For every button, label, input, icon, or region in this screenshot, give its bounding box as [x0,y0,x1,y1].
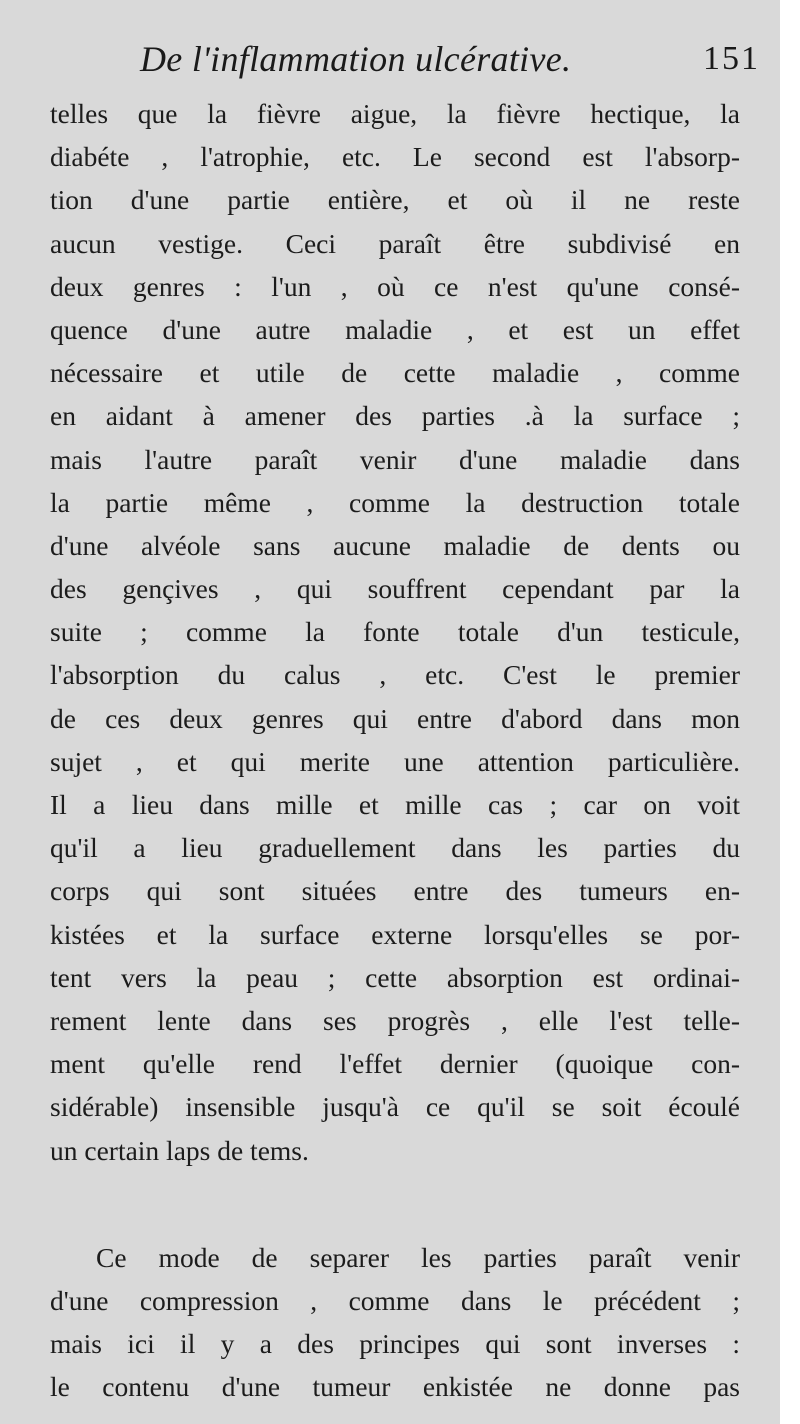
text-line: nécessaire et utile de cette maladie , comme [50,357,740,389]
text-line: qu'il a lieu graduellement dans les parties du [50,832,740,864]
text-line: suite ; comme la fonte totale d'un testicule, [50,616,740,648]
page-header [140,38,760,98]
text-line: aucun vestige. Ceci paraît être subdivisé en [50,227,740,259]
text-line: d'une alvéole sans aucune maladie de dents ou [50,529,740,561]
text-line: tent vers la peau ; cette absorption est ordinai- [50,961,740,993]
running-title: De l'inflammation ulcérative. [140,39,572,79]
text-line: tion d'une partie entière, et où il ne reste [50,184,740,216]
text-line: rement lente dans ses progrès , elle l'est telle- [50,1004,740,1036]
text-line: diabéte , l'atrophie, etc. Le second est l'absorp- [50,141,740,173]
text-line: ment qu'elle rend l'effet dernier (quoique con- [50,1048,740,1080]
page-number: 151 [703,40,760,77]
text-line: le contenu d'une tumeur enkistée ne donne pas [50,1371,740,1403]
text-line: sidérable) insensible jusqu'à ce qu'il se soit écoulé [50,1091,740,1123]
text-line: corps qui sont situées entre des tumeurs en- [50,875,740,907]
text-line: Il a lieu dans mille et mille cas ; car on voit [50,789,740,820]
text-line: en aidant à amener des parties .à la surface ; [50,400,740,432]
text-line: d'une compression , comme dans le précédent ; [50,1284,740,1316]
text-line: Ce mode de separer les parties paraît venir [96,1241,740,1273]
text-line: kistées et la surface externe lorsqu'elles se por- [50,918,740,950]
text-line: des gençives , qui souffrent cependant par la [50,573,740,605]
text-line: la partie même , comme la destruction totale [50,486,740,518]
text-line: telles que la fièvre aigue, la fièvre hectique, la [50,98,740,129]
paragraph-1 [50,92,740,1172]
text-line: quence d'une autre maladie , et est un effet [50,313,740,345]
paragraph-break [50,1172,740,1236]
text-line: sujet , et qui merite une attention particulière. [50,745,740,777]
text-line: deux genres : l'un , où ce n'est qu'une consé- [50,270,740,302]
text-line: de ces deux genres qui entre d'abord dans mon [50,702,740,734]
text-line: l'absorption du calus , etc. C'est le premier [50,659,740,691]
body-text [50,92,740,1408]
page-edge [780,0,790,1424]
paragraph-2 [50,1236,740,1409]
text-line: un certain laps de tems. [50,1134,309,1166]
text-line: mais l'autre paraît venir d'une maladie dans [50,443,740,475]
text-line: mais ici il y a des principes qui sont inverses : [50,1328,740,1360]
